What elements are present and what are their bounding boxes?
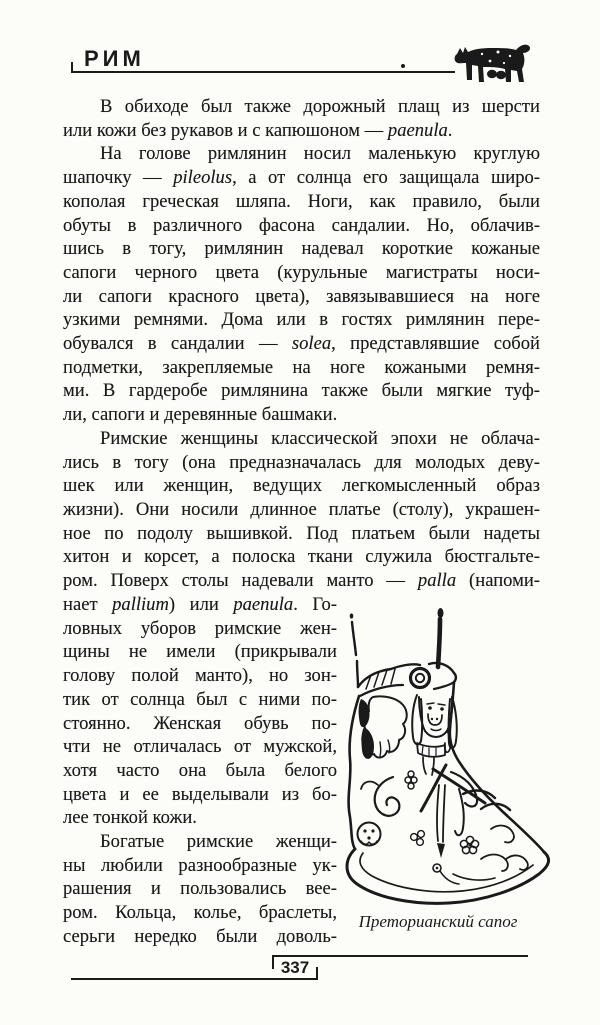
text-line: ром. Кольца, колье, браслеты, <box>63 902 337 924</box>
body-text-narrow-column <box>63 593 337 949</box>
footer-rule-right <box>272 955 528 957</box>
page-number: 337 <box>280 958 310 977</box>
text-line: шек или женщин, ведущих легкомысленный образ <box>63 475 540 497</box>
text-line: Богатые римские женщи- <box>100 831 337 853</box>
footer-rule-left <box>71 978 318 980</box>
text-line: чти не отличалась от мужской, <box>63 736 337 758</box>
text-line: или кожи без рукавов и с капюшоном — paenula. <box>63 119 453 141</box>
text-line: ны любили разнообразные ук- <box>63 854 337 876</box>
text-line: хитон и корсет, а полоска ткани служила бюстгальте- <box>63 546 540 568</box>
text-line: ловных уборов римские жен- <box>63 617 337 639</box>
text-line: ром. Поверх столы надевали манто — palla (напоми- <box>63 570 541 592</box>
header-rule <box>71 71 455 73</box>
text-line: В обиходе был также дорожный плащ из шерсти <box>100 96 540 117</box>
text-line: обуты в различного фасона сандалии. Но, облачив- <box>63 214 540 236</box>
text-line: нает pallium) или paenula. Го- <box>63 594 337 615</box>
text-line: хотя часто она была белого <box>63 759 337 781</box>
text-line: кополая греческая шляпа. Ноги, как правило, были <box>63 190 540 212</box>
body-text-wide-column <box>63 95 540 593</box>
text-line: стоянно. Женская обувь по- <box>63 712 337 734</box>
text-line: ли сапоги красного цвета), завязывавшиеся на ноге <box>63 285 540 307</box>
text-line: подметки, закрепляемые на ноге кожаными ремня- <box>63 356 540 378</box>
text-line: узкими ремнями. Дома или в гостях римлянин пере- <box>63 309 540 331</box>
text-line: голову полой манто), но зон- <box>63 665 337 687</box>
text-line: ли, сапоги и деревянные башмаки. <box>63 404 338 426</box>
page-header-title: РИМ <box>84 46 145 71</box>
text-line: шапочку — pileolus, а от солнца его защищала широ- <box>63 167 541 189</box>
text-line: серьги нередко были доволь- <box>63 925 337 947</box>
text-line: обувался в сандалии — solea, представлявшие собой <box>63 333 540 355</box>
text-line: ное по подолу вышивкой. Под платьем были надеты <box>63 522 540 544</box>
text-line: тик от солнца был с ними по- <box>63 688 337 710</box>
text-line: На голове римлянин носил маленькую круглую <box>100 143 540 165</box>
text-line: лись в тогу (она предназначалась для молодых деву- <box>63 451 540 473</box>
text-line: ми. В гардеробе римлянина также были мягкие туф- <box>63 380 540 402</box>
text-line: рашения и пользовались вее- <box>63 878 337 900</box>
praetorian-boot-illustration <box>333 597 563 912</box>
text-line: шись в тогу, римлянин надевал короткие кожаные <box>63 238 540 260</box>
figure-caption: Преторианский сапог <box>358 912 518 931</box>
text-line: Римские женщины классической эпохи не облача- <box>100 427 540 449</box>
text-line: щины не имели (прикрывали <box>63 641 337 663</box>
text-line: жизни). Они носили длинное платье (столу), украшен- <box>63 498 540 520</box>
text-line: цвета и ее выделывали из бо- <box>63 783 337 805</box>
capitoline-wolf-icon <box>452 36 536 88</box>
text-line: лее тонкой кожи. <box>63 807 197 829</box>
header-rule-dot <box>401 64 405 68</box>
text-line: сапоги черного цвета (курульные магистраты носи- <box>63 261 540 283</box>
